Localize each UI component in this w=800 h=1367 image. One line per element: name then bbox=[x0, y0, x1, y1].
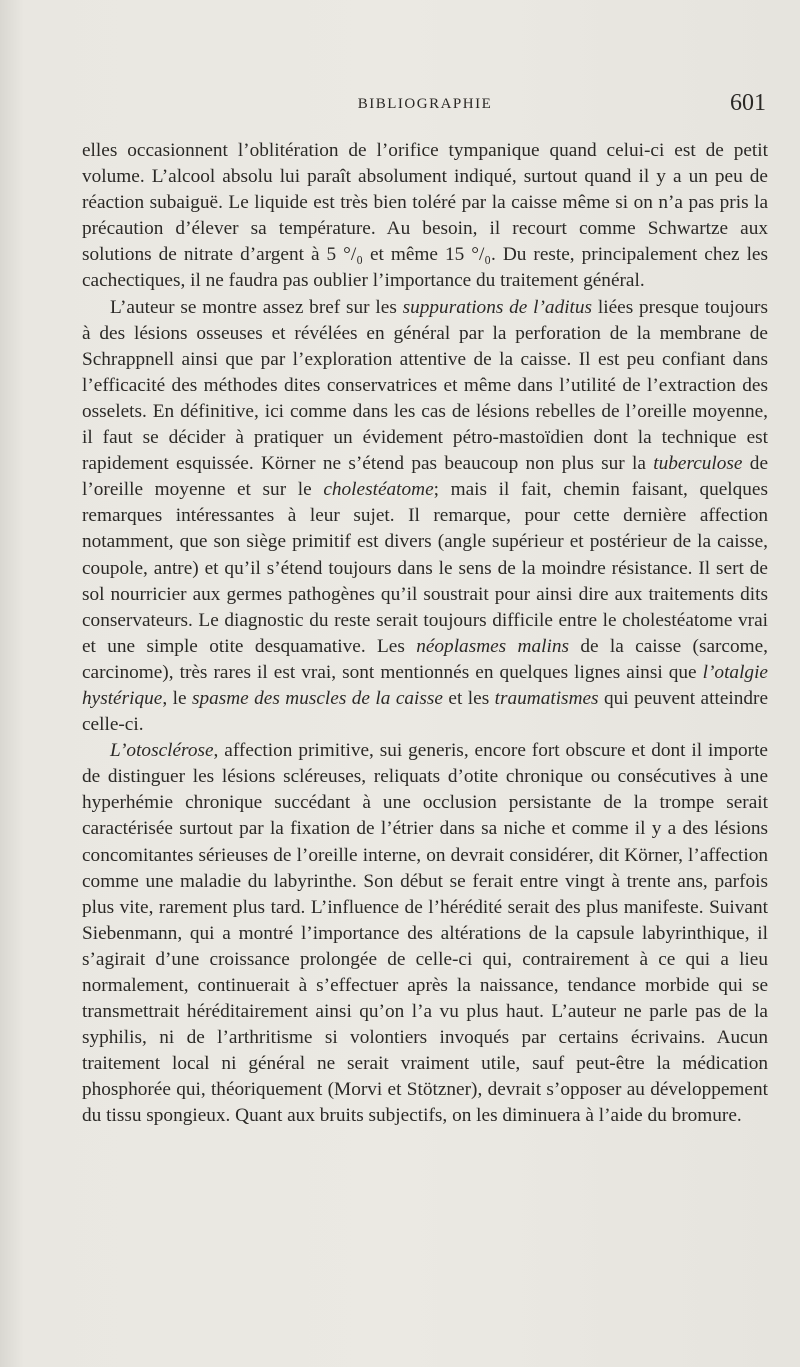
running-title: BIBLIOGRAPHIE bbox=[357, 96, 493, 112]
paragraph bbox=[82, 138, 768, 295]
italic-text: spasme des muscles de la caisse bbox=[191, 687, 443, 709]
italic-text: l’otalgie hystérique bbox=[82, 661, 768, 709]
text-run: qui peuvent atteindre celle-ci. bbox=[82, 687, 768, 736]
italic-text: traumatismes bbox=[494, 687, 599, 709]
text-run: elles occasionnent l’oblitération de l’orifice tympanique quand celui-ci est de petit volume. L’alcool absolu lui paraît absolument indiqué, surtout quand il y a un peu de réaction subaiguë. Le liquide est très bien toléré par la caisse même si on n’a pas pris la précaution d’élever sa température. Au besoin, il recourt comme Schwartze aux solutions de nitrate d’argent à 5 °/₀ et même 15 °/₀. Du reste, principalement chez les cachectiques, il ne faudra pas oublier l’importance du traitement général. bbox=[82, 140, 768, 292]
text-run: , affection primitive, sui generis, encore fort obscure et dont il importe de distinguer les lésions scléreuses, reliquats d’otite chronique ou consécutives à une hyperhémie chronique succédant à une occlusion persistante de la trompe serait caractérisée surtout par la fixation de l’étrier dans sa niche et comme il y a des lésions concomitantes sérieuses de l’oreille interne, on devrait considérer, dit Körner, l’affection comme une maladie du labyrinthe. Son début se ferait entre vingt à trente ans, parfois plus vite, rarement plus tard. L’influence de l’hérédité serait des plus manifeste. Suivant Siebenmann, qui a montré l’importance des altérations de la capsule labyrinthique, il s’agirait d’une croissance prolongée de celle-ci qui, contrairement à ce qui a lieu normalement, continuerait à s’effectuer après la naissance, tendance morbide qui se transmettrait héréditairement ainsi qu’on l’a vu plus haut. L’auteur ne parle pas de la syphilis, ni de l’arthritisme si volontiers invoqués par certains écrivains. Aucun traitement local ni général ne serait vraiment utile, sauf peut-être la médication phosphorée qui, théoriquement (Morvi et Stötzner), devrait s’opposer au développement du tissu spongieux. Quant aux bruits subjectifs, on les diminuera à l’aide du bromure. bbox=[82, 740, 768, 1127]
text-run: L’auteur se montre assez bref sur les bbox=[110, 296, 403, 318]
text-run: et les bbox=[442, 687, 495, 709]
body-text bbox=[82, 138, 768, 1130]
italic-text: néoplasmes malins bbox=[416, 635, 569, 657]
page-header bbox=[82, 88, 768, 124]
paragraph bbox=[82, 295, 768, 739]
page-number: 601 bbox=[730, 90, 766, 116]
text-run: de la caisse (sarcome, carcinome), très rares il est vrai, sont mentionnés en quelques lignes ainsi que bbox=[82, 635, 768, 683]
italic-text: L’otosclérose bbox=[110, 740, 214, 762]
text-run: , le bbox=[162, 687, 192, 709]
italic-text: tuberculose bbox=[653, 453, 743, 475]
text-run: liées presque toujours à des lésions osseuses et révélées en général par la perforation de la membrane de Schrappnell ainsi que par l’exploration attentive de la caisse. Il est peu confiant dans l’efficacité des méthodes dites conservatrices et même dans l’utilité de l’extraction des osselets. En définitive, ici comme dans les cas de lésions rebelles de l’oreille moyenne, il faut se décider à pratiquer un évidement pétro-mastoïdien dont la technique est rapidement esquissée. Körner ne s’étend pas beaucoup non plus sur la bbox=[82, 296, 768, 475]
text-run: ; mais il fait, chemin faisant, quelques remarques intéressantes à leur sujet. Il remarque, pour cette dernière affection notamment, que son siège primitif est divers (angle supérieur et postérieur de la caisse, coupole, antre) et qu’il s’étend toujours dans le sens de la moindre résistance. Il sert de sol nourricier aux germes pathogènes qu’il soustrait pour ainsi dire aux traitements dits conservateurs. Le diagnostic du reste serait toujours difficile entre le cholestéatome vrai et une simple otite desquamative. Les bbox=[82, 479, 768, 657]
paragraph bbox=[82, 738, 768, 1129]
text-run: de l’oreille moyenne et sur le bbox=[82, 453, 768, 501]
italic-text: suppurations de l’aditus bbox=[402, 296, 593, 318]
italic-text: cholestéatome bbox=[323, 479, 434, 501]
